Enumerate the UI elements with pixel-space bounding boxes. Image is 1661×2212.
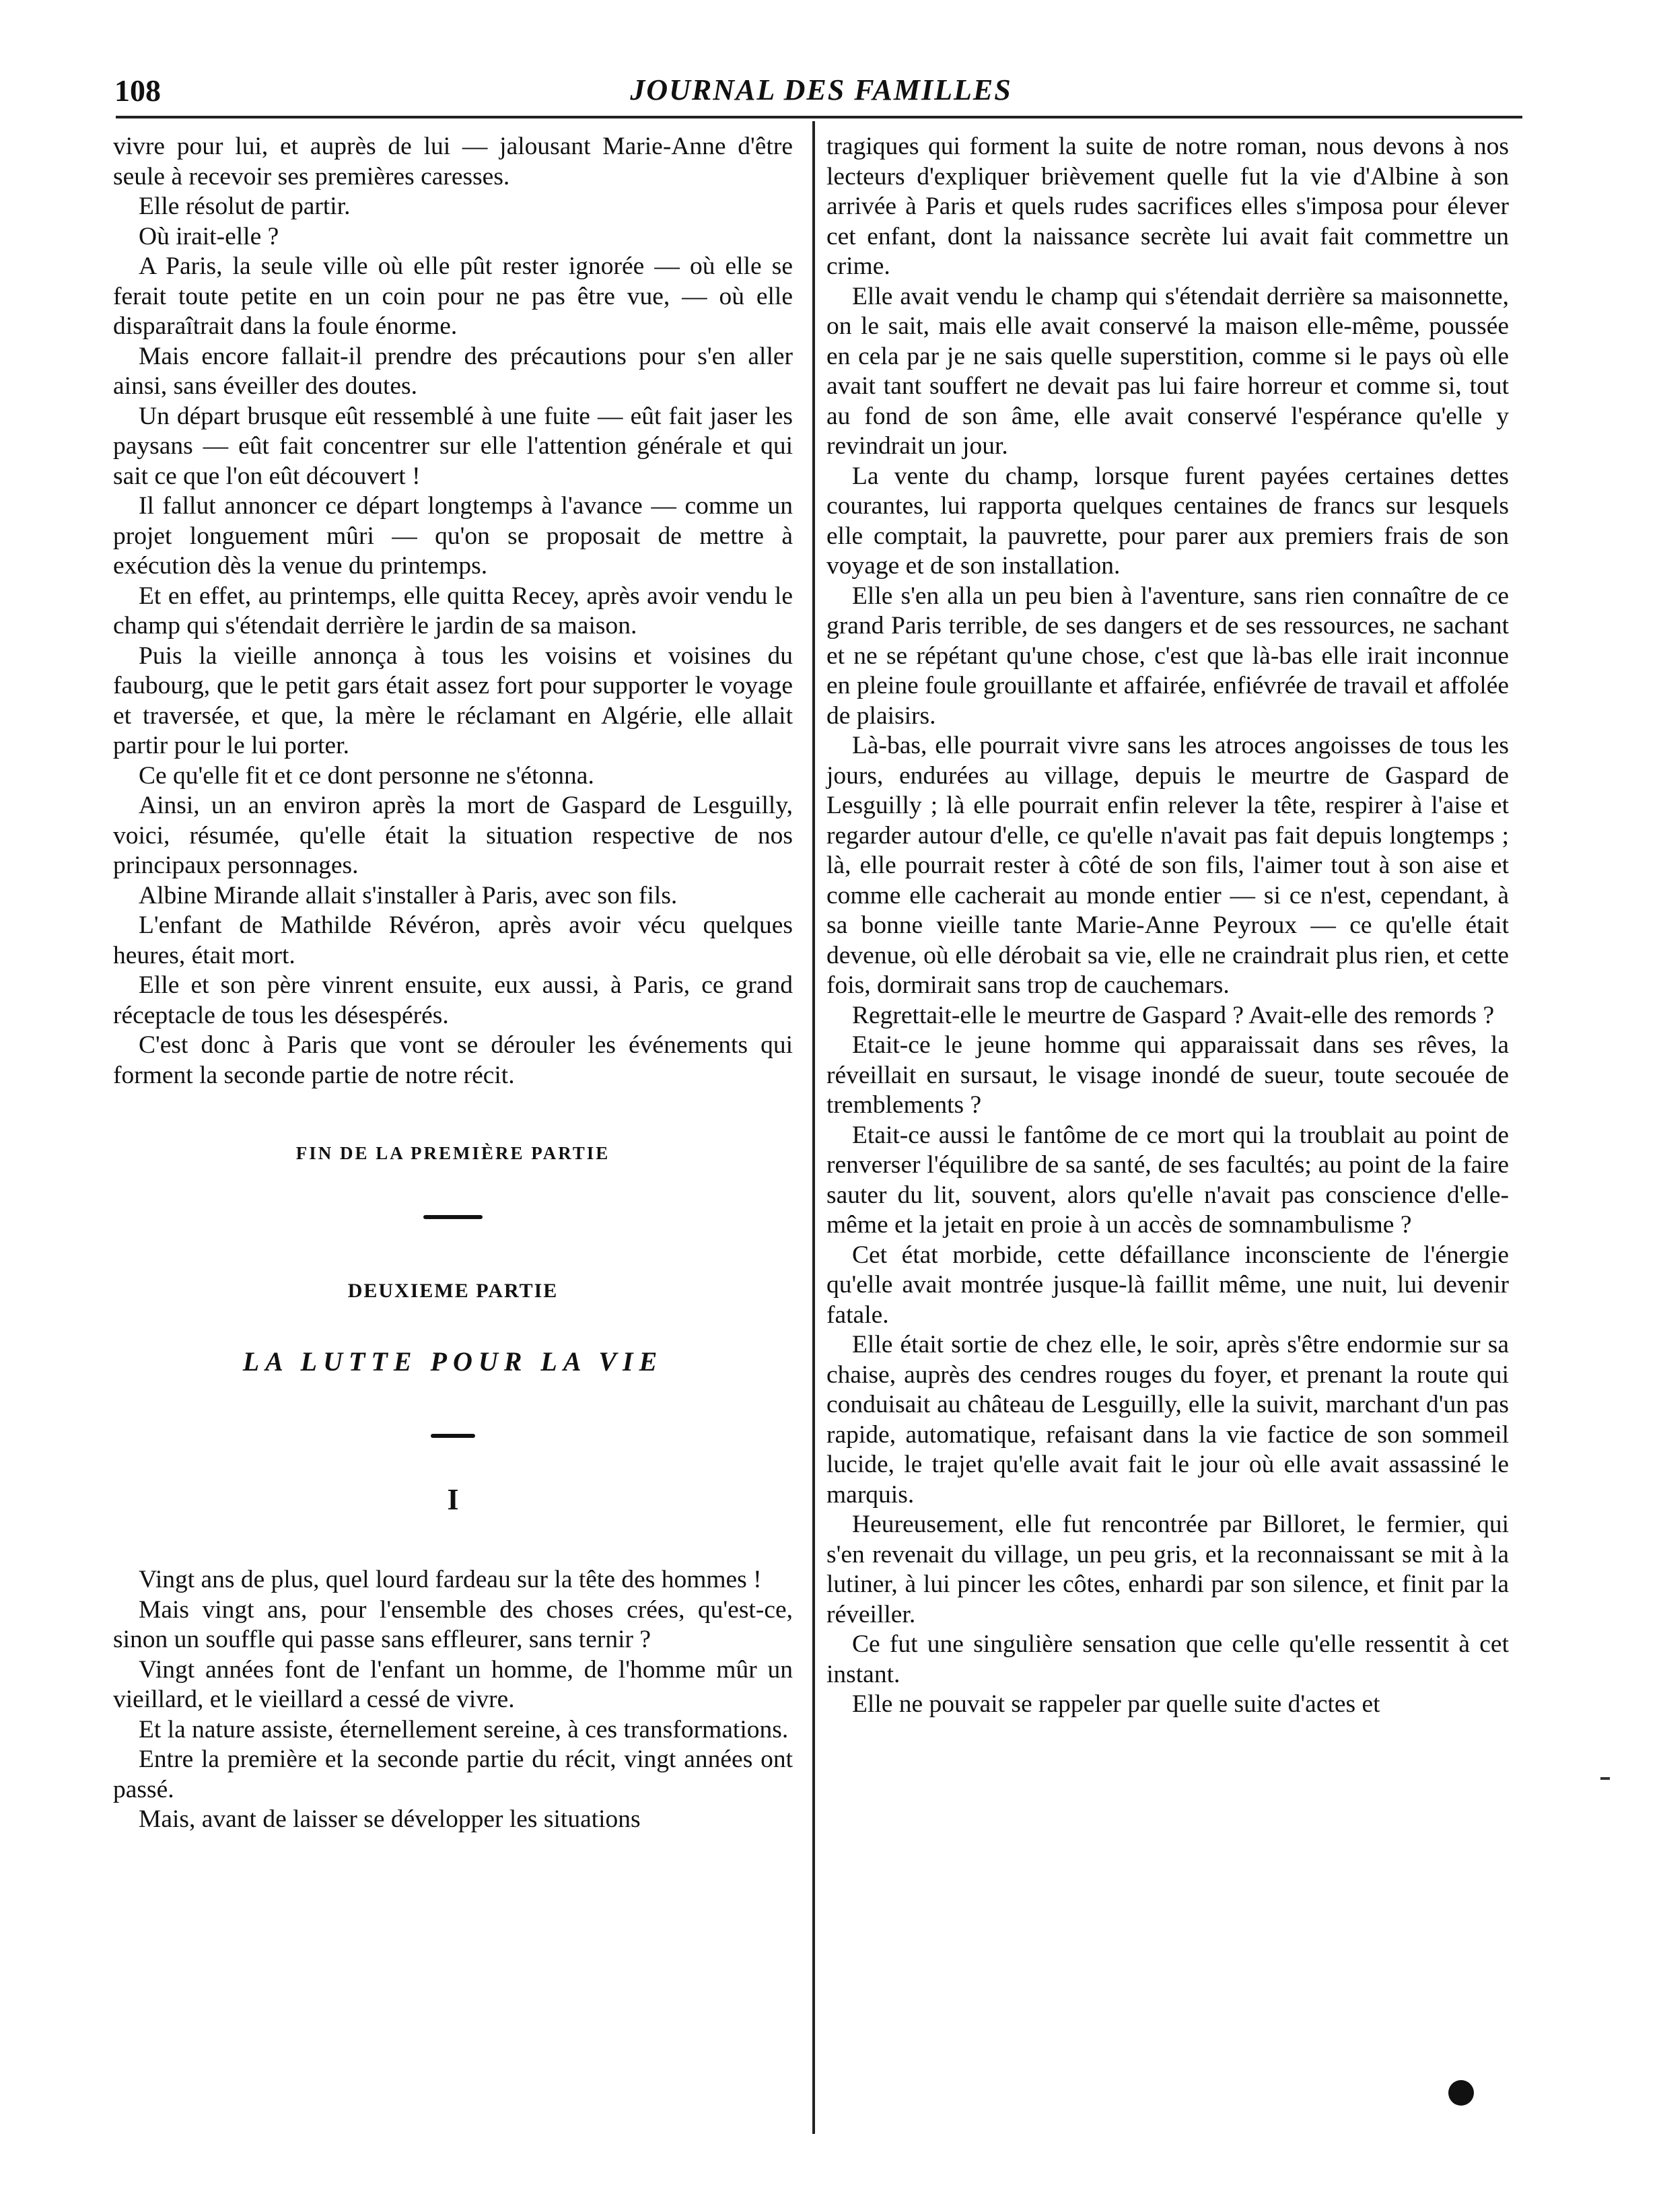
- paragraph: Ce fut une singulière sensation que celle qu'elle ressentit à cet instant.: [826, 1630, 1509, 1688]
- paragraph: Mais vingt ans, pour l'ensemble des choses crées, qu'est-ce, sinon un souffle qui passe sans effleurer, sans ternir ?: [113, 1595, 793, 1653]
- paragraph: vivre pour lui, et auprès de lui — jalousant Marie-Anne d'être seule à recevoir ses premières caresses.: [113, 133, 793, 191]
- paragraph: Cet état morbide, cette défaillance inconsciente de l'énergie qu'elle avait montrée jusque-là faillit même, une nuit, lui devenir fatale.: [826, 1241, 1509, 1329]
- running-title: JOURNAL DES FAMILLES: [630, 73, 1012, 106]
- chapter-number: I: [447, 1483, 459, 1516]
- paragraph: Albine Mirande allait s'installer à Paris, avec son fils.: [139, 881, 678, 909]
- section-dash: [423, 1215, 483, 1219]
- paragraph: Ce qu'elle fit et ce dont personne ne s'étonna.: [139, 761, 594, 790]
- paragraph: La vente du champ, lorsque furent payées certaines dettes courantes, lui rapporta quelques centaines de francs sur lesquels elle comptait, la pauvrette, pour parer aux premiers frais de son voyage et de son installation.: [826, 462, 1509, 580]
- margin-mark: [1600, 1777, 1610, 1780]
- paragraph: Entre la première et la seconde partie du récit, vingt années ont passé.: [113, 1746, 793, 1803]
- paragraph: A Paris, la seule ville où elle pût rester ignorée — où elle se ferait toute petite en un coin pour ne pas être vue, — où elle disparaîtrait dans la foule énorme.: [113, 252, 793, 340]
- paragraph: Elle avait vendu le champ qui s'étendait derrière sa maisonnette, on le sait, mais elle avait conservé la maison elle-même, poussée en cela par je ne sais quelle superstition, comme si le pays où elle avait tant souffert ne devait pas lui faire horreur et comme si, tout au fond de son âme, elle avait conservé l'espérance qu'elle y revindrait un jour.: [826, 282, 1509, 460]
- paragraph: C'est donc à Paris que vont se dérouler les événements qui forment la seconde partie de notre récit.: [113, 1031, 793, 1089]
- paragraph: Un départ brusque eût ressemblé à une fuite — eût fait jaser les paysans — eût fait concentrer sur elle l'attention générale et qui sait ce que l'on eût découvert !: [113, 402, 793, 490]
- paragraph: Mais encore fallait-il prendre des précautions pour s'en aller ainsi, sans éveiller des doutes.: [113, 342, 793, 400]
- paragraph: Elle était sortie de chez elle, le soir, après s'être endormie sur sa chaise, auprès des cendres rouges du foyer, et prenant la route qui conduisait au château de Lesguilly, elle la suivit, marchant d'un pas rapide, automatique, refaisant dans la vie factice de son sommeil lucide, le trajet qu'elle avait fait le jour où elle avait assassiné le marquis.: [826, 1331, 1509, 1509]
- paragraph: Où irait-elle ?: [139, 222, 279, 250]
- paragraph: Vingt ans de plus, quel lourd fardeau sur la tête des hommes !: [139, 1566, 762, 1593]
- paragraph: Ainsi, un an environ après la mort de Gaspard de Lesguilly, voici, résumée, qu'elle était la situation respective de nos principaux personnages.: [113, 792, 793, 879]
- paragraph: Vingt années font de l'enfant un homme, de l'homme mûr un vieillard, et le vieillard a cessé de vivre.: [113, 1655, 793, 1713]
- end-of-part-heading: FIN DE LA PREMIÈRE PARTIE: [295, 1143, 610, 1163]
- section-dash: [431, 1434, 475, 1438]
- paragraph: Etait-ce le jeune homme qui apparaissait dans ses rêves, la réveillait en sursaut, le visage inondé de sueur, toute secouée de tremblements ?: [826, 1031, 1509, 1119]
- paragraph: Et en effet, au printemps, elle quitta Recey, après avoir vendu le champ qui s'étendait derrière le jardin de sa maison.: [113, 582, 793, 640]
- paragraph: L'enfant de Mathilde Révéron, après avoir vécu quelques heures, était mort.: [113, 911, 793, 969]
- header-rule: [116, 116, 1522, 118]
- paragraph: Elle résolut de partir.: [139, 193, 351, 220]
- part-title: LA LUTTE POUR LA VIE: [242, 1346, 664, 1377]
- ink-blot: [1448, 2080, 1474, 2106]
- paragraph: Mais, avant de laisser se développer les situations: [139, 1805, 641, 1833]
- paragraph: Puis la vieille annonça à tous les voisins et voisines du faubourg, que le petit gars était assez fort pour supporter le voyage et traversée, et que, la mère le réclamant en Algérie, elle allait partir pour le lui porter.: [113, 642, 793, 759]
- paragraph: tragiques qui forment la suite de notre roman, nous devons à nos lecteurs d'expliquer brièvement quelle fut la vie d'Albine à son arrivée à Paris et quels rudes sacrifices elles s'imposa pour élever cet enfant, dont la naissance secrète lui avait fait commettre un crime.: [826, 133, 1509, 280]
- paragraph: Elle et son père vinrent ensuite, eux aussi, à Paris, ce grand réceptacle de tous les désespérés.: [113, 971, 793, 1029]
- column-divider: [812, 121, 815, 2134]
- paragraph: Elle ne pouvait se rappeler par quelle suite d'actes et: [852, 1690, 1380, 1718]
- page-number: 108: [114, 73, 161, 108]
- paragraph: Il fallut annoncer ce départ longtemps à l'avance — comme un projet longuement mûri — qu'on se proposait de mettre à exécution dès la venue du printemps.: [113, 492, 793, 580]
- paragraph: Et la nature assiste, éternellement sereine, à ces transformations.: [139, 1715, 789, 1743]
- paragraph: Etait-ce aussi le fantôme de ce mort qui la troublait au point de renverser l'équilibre de sa santé, de ses facultés; au point de la faire sauter du lit, souvent, alors qu'elle n'avait pas conscience d'elle-même et la jetait en proie à un accès de somnambulisme ?: [826, 1121, 1509, 1239]
- paragraph: Regrettait-elle le meurtre de Gaspard ? Avait-elle des remords ?: [852, 1001, 1495, 1029]
- page-header: [114, 73, 1528, 113]
- paragraph: Elle s'en alla un peu bien à l'aventure, sans rien connaître de ce grand Paris terrible, de ses dangers et de ses ressources, ne sachant et ne se répétant qu'une chose, c'est que là-bas elle irait inconnue en pleine foule grouillante et affairée, enfiévrée de travail et affolée de plaisirs.: [826, 582, 1509, 730]
- paragraph: Là-bas, elle pourrait vivre sans les atroces angoisses de tous les jours, endurées au village, depuis le meurtre de Gaspard de Lesguilly ; là elle pourrait enfin relever la tête, respirer à l'aise et regarder autour d'elle, ce qu'elle n'avait pas fait depuis longtemps ; là, elle pourrait rester à côté de son fils, l'aimer tout à son aise et comme elle cacherait au monde entier — si ce n'est, cependant, à sa bonne vieille tante Marie-Anne Peyroux — ce qu'elle était devenue, où elle dérobait sa vie, elle ne craindrait plus rien, et cette fois, dormirait sans trop de cauchemars.: [826, 732, 1509, 999]
- part-heading: DEUXIEME PARTIE: [347, 1280, 559, 1302]
- paragraph: Heureusement, elle fut rencontrée par Billoret, le fermier, qui s'en revenait du village, un peu gris, et la reconnaissant se mit à la lutiner, à lui pincer les côtes, enhardi par son silence, et finit par la réveiller.: [826, 1511, 1509, 1628]
- left-column: [113, 132, 793, 1835]
- right-column: [826, 132, 1509, 1720]
